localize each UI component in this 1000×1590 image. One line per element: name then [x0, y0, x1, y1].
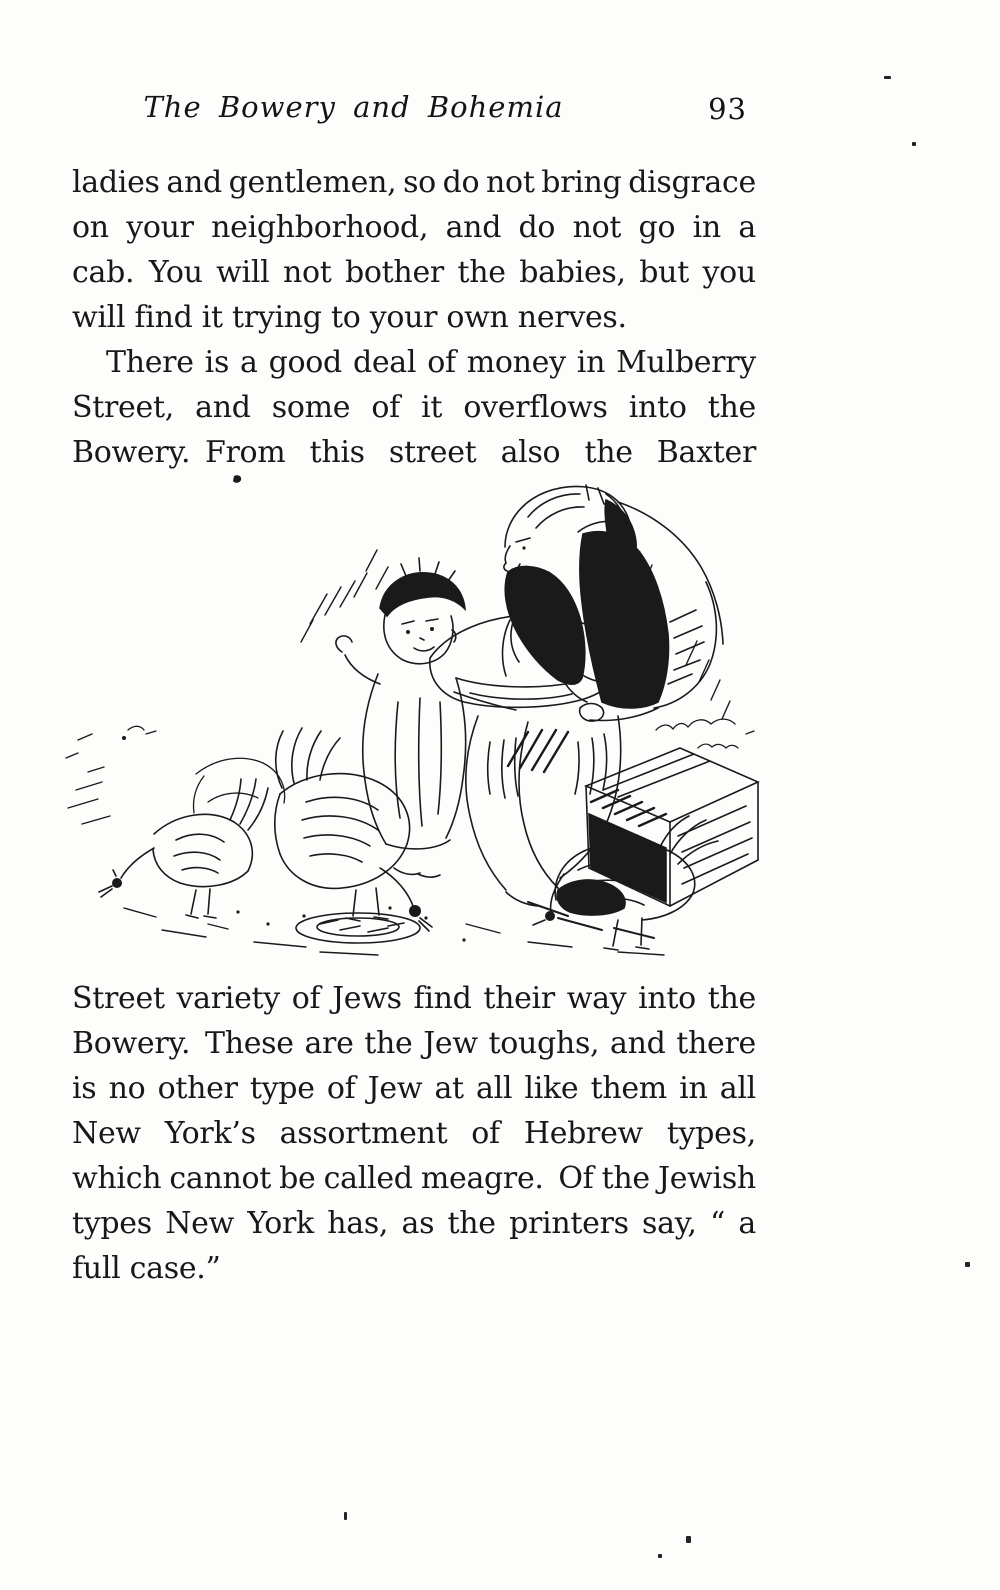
scan-speck — [344, 1512, 347, 1520]
page-number: 93 — [708, 92, 747, 126]
scan-speck — [686, 1536, 691, 1543]
text-line: Bowery. From this street also the Baxter — [72, 435, 756, 470]
text-line: full case.” — [72, 1251, 221, 1286]
chapter-title: The Bowery and Bohemia — [143, 90, 564, 124]
goose-outline — [122, 726, 285, 813]
hen-center-tail-up — [275, 728, 432, 931]
child-figure — [336, 558, 516, 877]
text-line: types New York has, as the printers say, “ a — [72, 1206, 756, 1241]
dark-vest — [580, 532, 669, 708]
illustration-canvas — [58, 472, 760, 966]
text-line: Bowery. These are the Jew toughs, and there — [72, 1026, 756, 1061]
text-line: Street, and some of it overflows into the — [72, 390, 756, 425]
text-line: is no other type of Jew at all like them in all — [72, 1071, 756, 1106]
scan-speck — [965, 1262, 970, 1267]
text-line: There is a good deal of money in Mulberry — [106, 345, 756, 380]
running-head — [72, 90, 755, 130]
scan-speck — [884, 76, 891, 79]
text-line: which cannot be called meagre. Of the Jewish — [72, 1161, 756, 1196]
scan-speck — [912, 142, 916, 146]
feed-dish — [296, 913, 420, 943]
text-line: cab. You will not bother the babies, but you — [72, 255, 756, 290]
text-line: New York’s assortment of Hebrew types, — [72, 1116, 756, 1151]
old-man-figure — [430, 485, 723, 915]
ink-speck — [233, 475, 241, 483]
body-text-upper — [72, 160, 756, 475]
body-text-lower — [72, 976, 756, 1291]
hen-pecking-left — [99, 779, 268, 918]
scan-speck — [658, 1554, 662, 1558]
artist-signature — [656, 719, 754, 748]
child-hair — [380, 573, 465, 616]
text-line: on your neighborhood, and do not go in a — [72, 210, 756, 245]
text-line: will find it trying to your own nerves. — [72, 300, 627, 335]
feeding-chickens-illustration — [58, 472, 760, 966]
wooden-crate — [586, 748, 758, 906]
text-line: Street variety of Jews find their way into the — [72, 981, 756, 1016]
text-line: ladies and gentlemen, so do not bring disgrace — [72, 165, 756, 200]
beard — [505, 566, 585, 684]
